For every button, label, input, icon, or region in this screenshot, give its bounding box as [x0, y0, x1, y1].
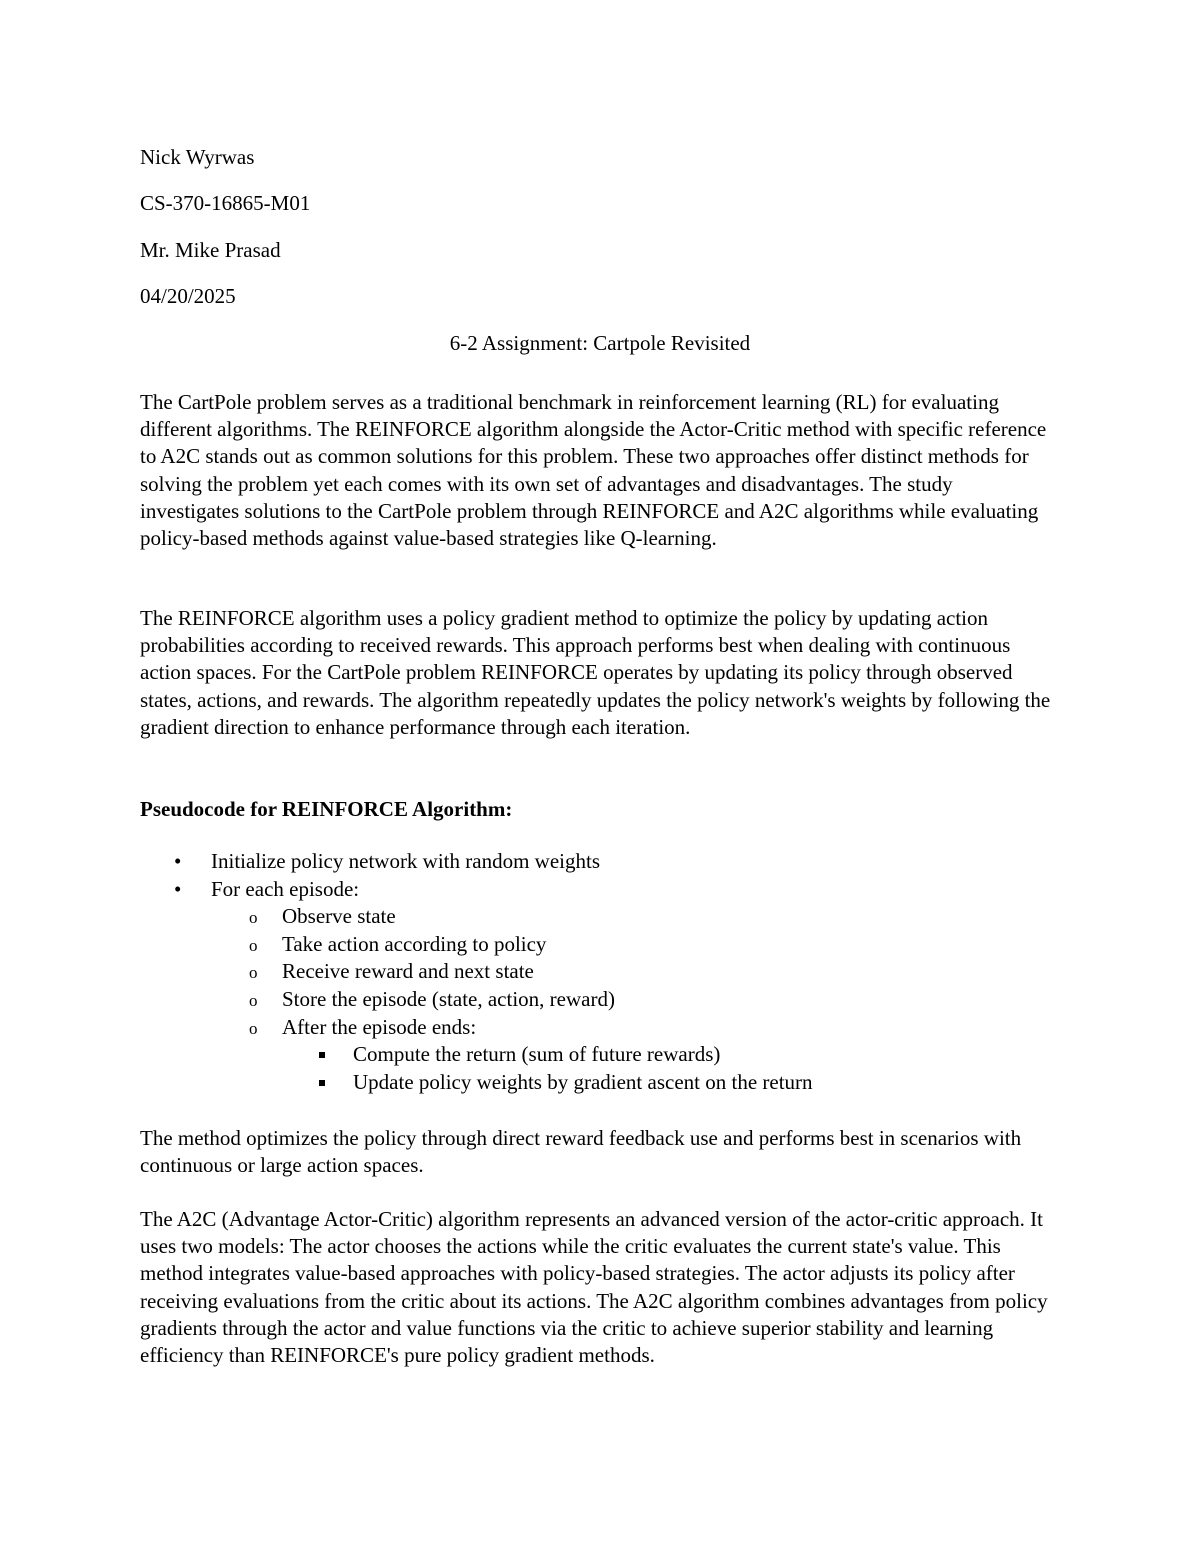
document-page: [140, 0, 1060, 1553]
end-steps-list: [282, 1041, 813, 1096]
list-item-text: After the episode ends:: [282, 1014, 477, 1039]
list-item: [211, 931, 813, 959]
submission-date: 04/20/2025: [140, 284, 236, 308]
episode-steps-list: [211, 903, 813, 1096]
list-item-text: Take action according to policy: [282, 931, 547, 956]
list-item: [140, 876, 813, 1097]
instructor-name: Mr. Mike Prasad: [140, 238, 281, 262]
pseudocode-heading: Pseudocode for REINFORCE Algorithm:: [140, 797, 513, 821]
list-item-text: Initialize policy network with random weights: [211, 849, 600, 873]
list-item-text: Compute the return (sum of future rewards): [353, 1042, 721, 1067]
list-item: [211, 986, 813, 1014]
list-item: [211, 1014, 813, 1097]
author-name: Nick Wyrwas: [140, 145, 255, 169]
list-item-text: Update policy weights by gradient ascent on the return: [353, 1069, 813, 1094]
pseudocode-list: [140, 848, 813, 1096]
course-code: CS-370-16865-M01: [140, 191, 311, 215]
list-item: [282, 1041, 813, 1069]
document-title: 6-2 Assignment: Cartpole Revisited: [449, 331, 751, 355]
list-item: [211, 958, 813, 986]
paragraph-reinforce: The REINFORCE algorithm uses a policy gradient method to optimize the policy by updating action probabilities according to received rewards. This approach performs best when dealing with continuous action spaces. For the CartPole problem REINFORCE operates by updating its policy through observed states, actions, and rewards. The algorithm repeatedly updates the policy network's weights by following the gradient direction to enhance performance through each iteration.: [140, 606, 1051, 739]
list-item-text: Receive reward and next state: [282, 959, 534, 984]
paragraph-a2c: The A2C (Advantage Actor-Critic) algorithm represents an advanced version of the actor-critic approach. It uses two models: The actor chooses the actions while the critic evaluates the current state's value. This method integrates value-based approaches with policy-based strategies. The actor adjusts its policy after receiving evaluations from the critic about its actions. The A2C algorithm combines advantages from policy gradients through the actor and value functions via the critic to achieve superior stability and learning efficiency than REINFORCE's pure policy gradient methods.: [140, 1207, 1048, 1368]
paragraph-intro: The CartPole problem serves as a traditional benchmark in reinforcement learning (RL) for evaluating different algorithms. The REINFORCE algorithm alongside the Actor-Critic method with specific reference to A2C stands out as common solutions for this problem. These two approaches offer distinct methods for solving the problem yet each comes with its own set of advantages and disadvantages. The study investigates solutions to the CartPole problem through REINFORCE and A2C algorithms while evaluating policy-based methods against value-based strategies like Q-learning.: [140, 390, 1047, 551]
paragraph-method-summary: The method optimizes the policy through direct reward feedback use and performs best in scenarios with continuous or large action spaces.: [140, 1126, 1022, 1178]
list-item-text: Observe state: [282, 904, 396, 929]
list-item: [211, 903, 813, 931]
list-item: [282, 1069, 813, 1097]
list-item: [140, 848, 813, 876]
list-item-text: Store the episode (state, action, reward): [282, 986, 615, 1011]
list-item-text: For each episode:: [211, 876, 360, 901]
